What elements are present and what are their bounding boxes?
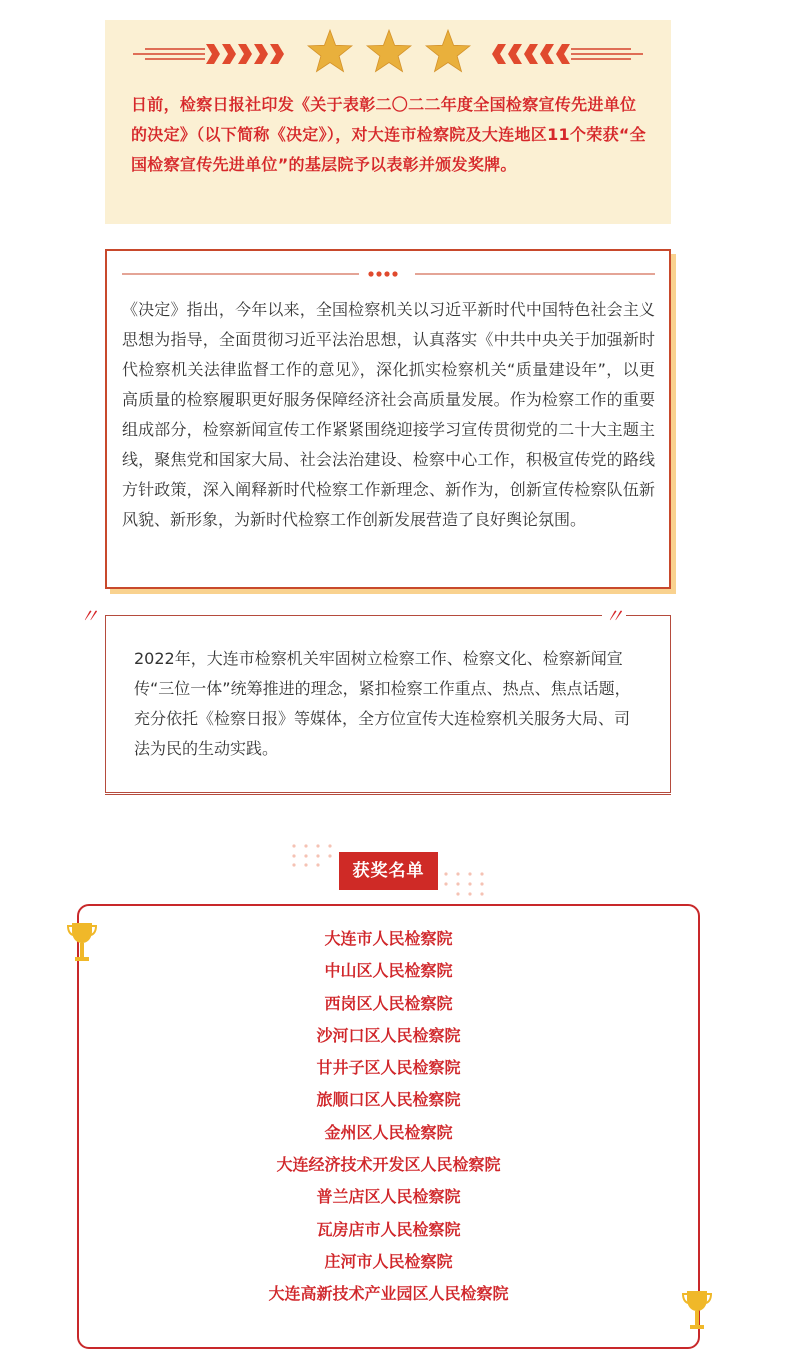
trophy-icon [681,1289,713,1333]
award-list [79,923,698,1311]
dalian-box-underline [105,794,671,795]
quote-mark-right-icon: 〃 [604,604,624,628]
list-item: 沙河口区人民检察院 [316,1025,461,1045]
list-item: 瓦房店市人民检察院 [316,1219,461,1239]
list-item: 西岗区人民检察院 [324,993,453,1013]
intro-section [105,20,671,224]
list-item: 中山区人民检察院 [324,961,453,981]
decision-text: 《决定》指出，今年以来，全国检察机关以习近平新时代中国特色社会主义思想为指导，全面贯彻习近平法治思想，认真落实《中共中央关于加强新时代检察机关法律监督工作的意见》，深化抓实检察机关“质量建设年”，以更高质量的检察履职更好服务保障经济社会高质量发展。作为检察工作的重要组成部分，检察新闻宣传工作紧紧围绕迎接学习宣传贯彻党的二十大主题主线，聚焦党和国家大局、社会法治建设、检察中心工作，积极宣传党的路线方针政策，深入阐释新时代检察工作新理念、新作为，创新宣传检察队伍新风貌、新形象，为新时代检察工作创新发展营造了良好舆论氛围。 [122,300,655,529]
list-item: 普兰店区人民检察院 [316,1187,461,1207]
list-item: 庄河市人民检察院 [324,1251,453,1271]
list-item: 金州区人民检察院 [324,1122,453,1142]
quote-mark-left-icon: 〃 [79,604,99,628]
star-icon [367,30,411,72]
dalian-text: 2022年，大连市检察机关牢固树立检察工作、检察文化、检察新闻宣传“三位一体”统筹推进的理念，紧扣检察工作重点、热点、焦点话题，充分依托《检察日报》等媒体，全方位宣传大连检察机关服务大局、司法为民的生动实践。 [134,649,631,758]
dot-grid-decoration [438,870,488,898]
list-item: 大连市人民检察院 [324,929,453,948]
dot-grid-decoration [290,842,340,868]
dalian-box [105,615,671,793]
list-item: 大连经济技术开发区人民检察院 [276,1155,501,1175]
star-icon [426,30,470,72]
trophy-icon [66,921,98,965]
list-item: 甘井子区人民检察院 [316,1058,461,1078]
list-item: 旅顺口区人民检察院 [316,1090,461,1110]
chevrons-right-icon [492,44,570,64]
list-item: 大连高新技术产业园区人民检察院 [268,1284,509,1304]
award-list-title: 获奖名单 [339,852,438,890]
dotted-divider [107,251,669,291]
intro-text: 日前，检察日报社印发《关于表彰二〇二二年度全国检察宣传先进单位的决定》（以下简称《决定》），对大连市检察院及大连地区11个荣获“全国检察宣传先进单位”的基层院予以表彰并颁发奖牌。 [131,95,646,174]
stars-ornament [105,20,671,90]
award-list-box [77,904,700,1349]
decision-box [105,249,671,589]
star-icon [308,30,352,72]
chevrons-left-icon [206,44,284,64]
